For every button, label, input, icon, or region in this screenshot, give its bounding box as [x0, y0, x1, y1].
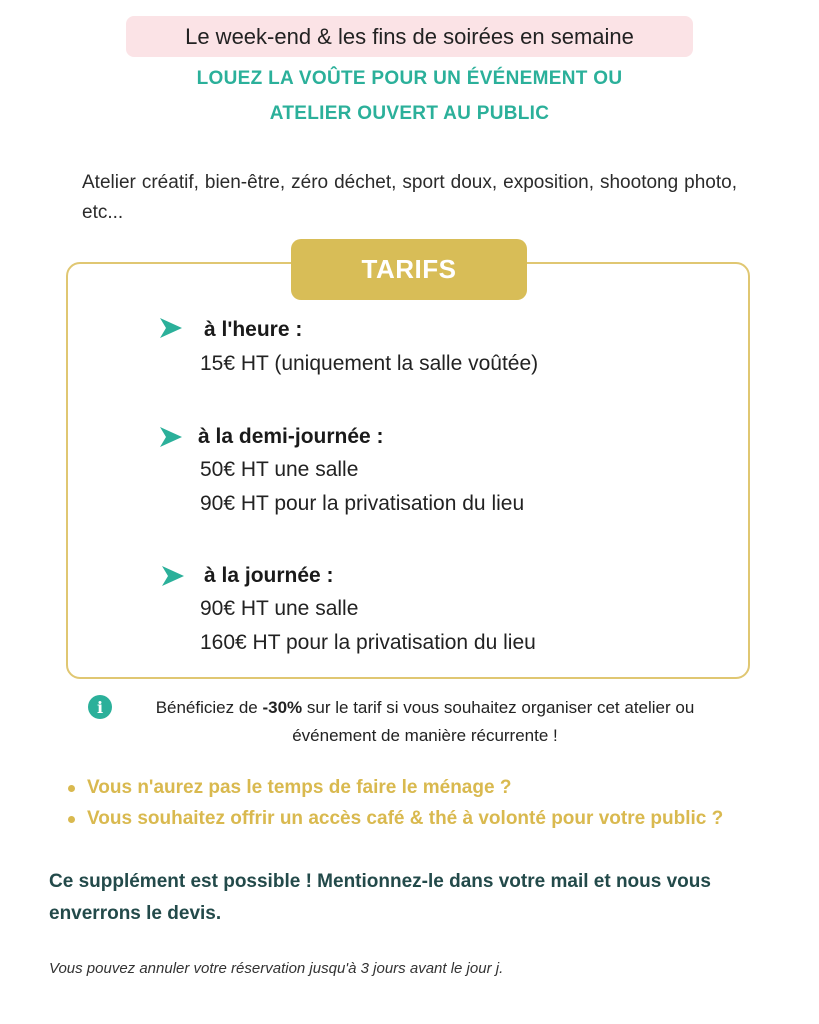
arrow-right-icon	[158, 425, 184, 449]
header-pill	[126, 16, 693, 57]
tier-label-day: à la journée :	[204, 564, 334, 587]
tarifs-badge	[291, 239, 527, 300]
arrow-right-icon	[160, 564, 186, 588]
tier-day-line-1: 90€ HT une salle	[200, 597, 359, 620]
info-text	[120, 694, 730, 750]
extras-list	[66, 772, 766, 834]
arrow-right-icon	[158, 316, 184, 340]
cancel-note: Vous pouvez annuler votre réservation jusqu'à 3 jours avant le jour j.	[49, 960, 504, 977]
tier-label-half-day: à la demi-journée :	[198, 425, 384, 448]
intro-text: Atelier créatif, bien-être, zéro déchet, sport doux, exposition, shootong photo, etc...	[82, 172, 737, 223]
list-item: Vous n'aurez pas le temps de faire le ménage ?	[66, 772, 766, 803]
supplement-text: Ce supplément est possible ! Mentionnez-le dans votre mail et nous vous enverrons le devis.	[49, 871, 711, 924]
info-suffix: sur le tarif si vous souhaitez organiser cet atelier ou événement de manière récurrente !	[292, 698, 695, 745]
tier-half-day-line-1: 50€ HT une salle	[200, 458, 359, 481]
info-icon: i	[88, 695, 112, 719]
info-prefix: Bénéficiez de	[155, 698, 263, 717]
subtitle-line-1: LOUEZ LA VOÛTE POUR UN ÉVÉNEMENT OU	[196, 68, 623, 89]
subtitle-line-2: ATELIER OUVERT AU PUBLIC	[269, 103, 550, 124]
tier-hour-line-1: 15€ HT (uniquement la salle voûtée)	[200, 352, 539, 375]
tier-half-day-line-2: 90€ HT pour la privatisation du lieu	[200, 492, 525, 515]
list-item: Vous souhaitez offrir un accès café & thé à volonté pour votre public ?	[66, 803, 766, 834]
tarifs-badge-label: TARIFS	[361, 254, 457, 284]
tier-label-hour: à l'heure :	[204, 318, 303, 341]
info-discount: -30%	[262, 698, 303, 717]
tier-day-line-2: 160€ HT pour la privatisation du lieu	[200, 631, 536, 654]
page-title: Le week-end & les fins de soirées en semaine	[185, 23, 634, 49]
